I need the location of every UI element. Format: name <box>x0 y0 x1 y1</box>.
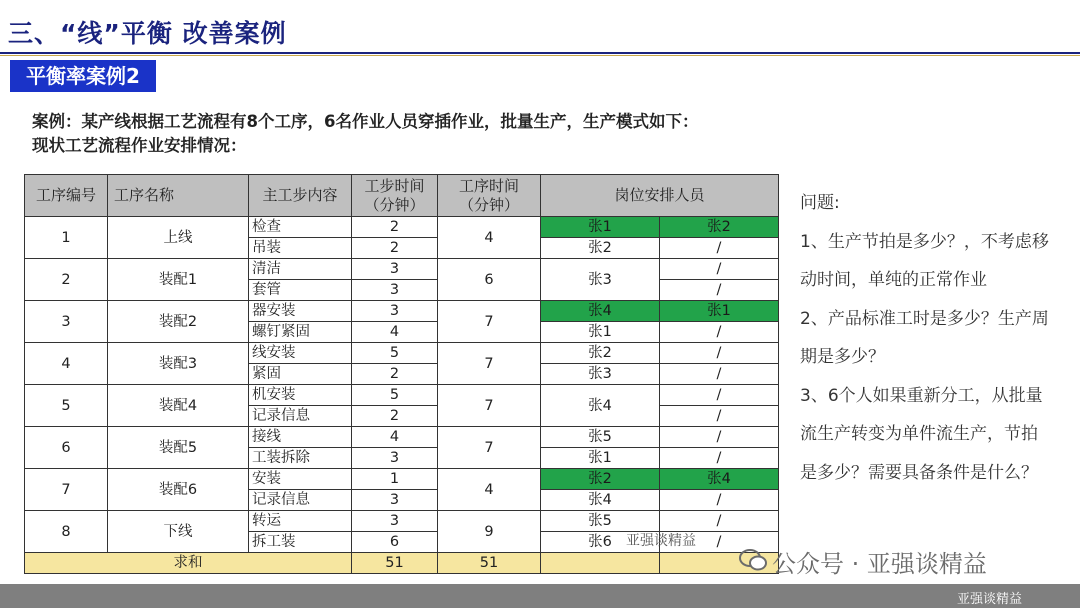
intro-line-2: 现状工艺流程作业安排情况： <box>32 136 247 155</box>
table-row <box>25 301 779 322</box>
staff-secondary: / <box>660 322 779 343</box>
step-name: 接线 <box>249 427 352 448</box>
table-row <box>25 385 779 406</box>
op-name: 装配6 <box>108 469 249 511</box>
op-no: 6 <box>25 427 108 469</box>
step-time: 4 <box>352 322 438 343</box>
op-time: 7 <box>438 385 541 427</box>
staff-secondary: / <box>660 490 779 511</box>
footer-bar <box>0 584 1080 608</box>
staff-secondary: 张2 <box>660 217 779 238</box>
step-time: 4 <box>352 427 438 448</box>
table-row <box>25 217 779 238</box>
op-name: 装配5 <box>108 427 249 469</box>
wechat-icon <box>738 548 768 572</box>
step-time: 5 <box>352 385 438 406</box>
step-time: 3 <box>352 511 438 532</box>
case-label: 平衡率案例2 <box>10 60 156 92</box>
staff-secondary: / <box>660 427 779 448</box>
step-name: 清洁 <box>249 259 352 280</box>
step-name: 螺钉紧固 <box>249 322 352 343</box>
staff-primary: 张3 <box>541 364 660 385</box>
op-name: 装配4 <box>108 385 249 427</box>
step-time: 3 <box>352 301 438 322</box>
step-name: 安装 <box>249 469 352 490</box>
op-no: 8 <box>25 511 108 553</box>
intro-text <box>32 110 698 158</box>
table-sum-row <box>25 553 779 574</box>
op-time: 4 <box>438 469 541 511</box>
op-no: 4 <box>25 343 108 385</box>
op-no: 2 <box>25 259 108 301</box>
questions-panel <box>800 184 1050 492</box>
step-time: 3 <box>352 448 438 469</box>
staff-primary: 张2 <box>541 343 660 364</box>
op-name: 装配3 <box>108 343 249 385</box>
header-step: 主工步内容 <box>249 175 352 217</box>
footer-text: 亚强谈精益 <box>956 592 1022 607</box>
staff-secondary: / <box>660 511 779 532</box>
step-name: 转运 <box>249 511 352 532</box>
title-divider-accent <box>0 55 1080 56</box>
step-time: 3 <box>352 490 438 511</box>
staff-secondary: / <box>660 532 779 553</box>
op-no: 7 <box>25 469 108 511</box>
staff-primary: 张2 <box>541 238 660 259</box>
op-name: 上线 <box>108 217 249 259</box>
step-name: 器安装 <box>249 301 352 322</box>
staff-primary: 张4 <box>541 490 660 511</box>
staff-primary: 张3 <box>541 259 660 301</box>
step-time: 3 <box>352 280 438 301</box>
step-name: 吊装 <box>249 238 352 259</box>
op-time: 7 <box>438 427 541 469</box>
step-name: 紧固 <box>249 364 352 385</box>
step-name: 工装拆除 <box>249 448 352 469</box>
question-1: 1、生产节拍是多少？，不考虑移动时间，单纯的正常作业 <box>800 231 1049 290</box>
staff-secondary: / <box>660 238 779 259</box>
step-time: 1 <box>352 469 438 490</box>
staff-primary: 张4 <box>541 301 660 322</box>
page-title: 三、“线”平衡 改善案例 <box>8 19 287 48</box>
step-time: 2 <box>352 364 438 385</box>
staff-secondary: / <box>660 259 779 280</box>
staff-primary: 张6 <box>541 532 660 553</box>
staff-secondary: 张4 <box>660 469 779 490</box>
header-staff: 岗位安排人员 <box>541 175 779 217</box>
step-name: 线安装 <box>249 343 352 364</box>
header-step-time: 工步时间 （分钟） <box>352 175 438 217</box>
op-name: 装配1 <box>108 259 249 301</box>
staff-secondary: 张1 <box>660 301 779 322</box>
op-time: 9 <box>438 511 541 553</box>
step-time: 5 <box>352 343 438 364</box>
op-time: 6 <box>438 259 541 301</box>
header-op-time: 工序时间 （分钟） <box>438 175 541 217</box>
questions-heading: 问题: <box>800 193 840 213</box>
staff-secondary: / <box>660 343 779 364</box>
table-row <box>25 427 779 448</box>
staff-primary: 张5 <box>541 427 660 448</box>
op-time: 7 <box>438 301 541 343</box>
op-no: 1 <box>25 217 108 259</box>
staff-secondary: / <box>660 280 779 301</box>
staff-secondary: / <box>660 406 779 427</box>
process-table <box>24 174 779 574</box>
sum-label: 求和 <box>25 553 352 574</box>
question-3: 3、6个人如果重新分工，从批量流生产转变为单件流生产，节拍是多少？需要具备条件是什么？ <box>800 385 1043 483</box>
table-row <box>25 259 779 280</box>
staff-secondary: / <box>660 364 779 385</box>
staff-primary: 张2 <box>541 469 660 490</box>
title-divider <box>0 52 1080 54</box>
header-op-no: 工序编号 <box>25 175 108 217</box>
staff-primary: 张1 <box>541 322 660 343</box>
op-no: 5 <box>25 385 108 427</box>
step-time: 6 <box>352 532 438 553</box>
sum-step-time: 51 <box>352 553 438 574</box>
step-time: 2 <box>352 217 438 238</box>
step-name: 记录信息 <box>249 490 352 511</box>
step-time: 3 <box>352 259 438 280</box>
intro-line-1: 案例：某产线根据工艺流程有8个工序，6名作业人员穿插作业，批量生产，生产模式如下： <box>32 112 699 131</box>
step-name: 记录信息 <box>249 406 352 427</box>
step-name: 拆工装 <box>249 532 352 553</box>
sum-blank-1 <box>541 553 660 574</box>
table-row <box>25 469 779 490</box>
staff-primary: 张1 <box>541 448 660 469</box>
staff-secondary: / <box>660 448 779 469</box>
question-2: 2、产品标准工时是多少？生产周期是多少？ <box>800 308 1049 367</box>
op-time: 7 <box>438 343 541 385</box>
table-header-row <box>25 175 779 217</box>
header-op-name: 工序名称 <box>108 175 249 217</box>
watermark-small: 亚强谈精益 <box>626 533 696 549</box>
step-time: 2 <box>352 406 438 427</box>
step-name: 机安装 <box>249 385 352 406</box>
op-no: 3 <box>25 301 108 343</box>
op-name: 装配2 <box>108 301 249 343</box>
table-row <box>25 511 779 532</box>
op-time: 4 <box>438 217 541 259</box>
staff-secondary: / <box>660 385 779 406</box>
step-time: 2 <box>352 238 438 259</box>
step-name: 检查 <box>249 217 352 238</box>
staff-primary: 张5 <box>541 511 660 532</box>
staff-primary: 张4 <box>541 385 660 427</box>
table-row <box>25 343 779 364</box>
sum-op-time: 51 <box>438 553 541 574</box>
staff-primary: 张1 <box>541 217 660 238</box>
watermark-large: 公众号 · 亚强谈精益 <box>772 550 987 578</box>
op-name: 下线 <box>108 511 249 553</box>
step-name: 套管 <box>249 280 352 301</box>
